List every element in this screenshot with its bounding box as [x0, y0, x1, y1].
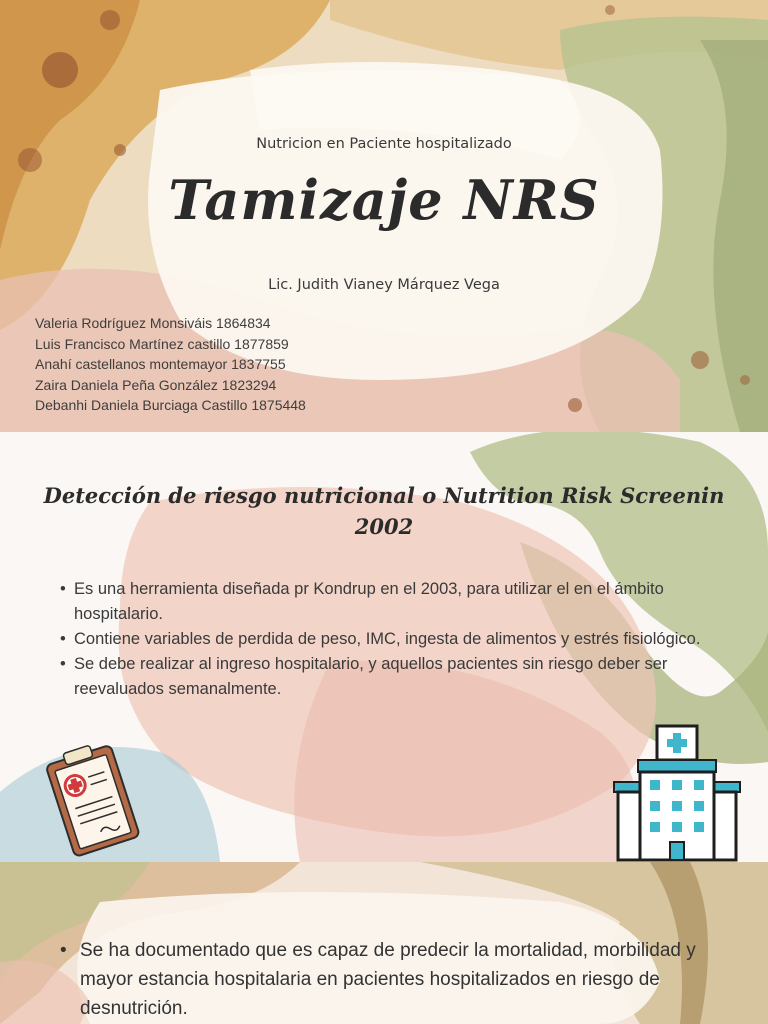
slide-nrs-outcomes	[0, 862, 768, 1024]
student-item: Zaira Daniela Peña González 1823294	[35, 376, 277, 393]
student-item: Debanhi Daniela Burciaga Castillo 1875448	[35, 397, 306, 413]
presentation-title: Tamizaje NRS	[168, 168, 600, 232]
list-item: • Se ha documentado que es capaz de predecir la mortalidad, morbilidad y mayor estancia hospitalaria en pacientes hospitalizados en riesgo de desnutrición.	[60, 936, 750, 1023]
student-item: Valeria Rodríguez Monsiváis 1864834	[35, 315, 271, 331]
student-item: Anahí castellanos montemayor 1837755	[35, 356, 286, 372]
bullet-list	[60, 936, 750, 1023]
list-item: • Se debe realizar al ingreso hospitalario, y aquellos pacientes sin riesgo deber ser reevaluados semanalmente.	[60, 652, 740, 702]
clipboard-icon	[40, 738, 150, 858]
student-item: Luis Francisco Martínez castillo 1877859	[35, 335, 289, 352]
bullet-list	[60, 577, 740, 702]
hospital-icon	[610, 724, 744, 862]
student-list	[35, 313, 306, 416]
slide-title	[0, 0, 768, 432]
list-item: • Es una herramienta diseñada pr Kondrup en el 2003, para utilizar el en el ámbito hospitalario.	[60, 577, 740, 627]
slide-nrs-definition	[0, 432, 768, 862]
presentation-subtitle: Nutricion en Paciente hospitalizado	[256, 136, 512, 152]
author-name: Lic. Judith Vianey Márquez Vega	[268, 277, 500, 293]
list-item: • Contiene variables de perdida de peso, IMC, ingesta de alimentos y estrés fisiológico.	[60, 627, 740, 652]
section-heading: Detección de riesgo nutricional o Nutrition Risk Screenin 2002	[43, 483, 725, 539]
